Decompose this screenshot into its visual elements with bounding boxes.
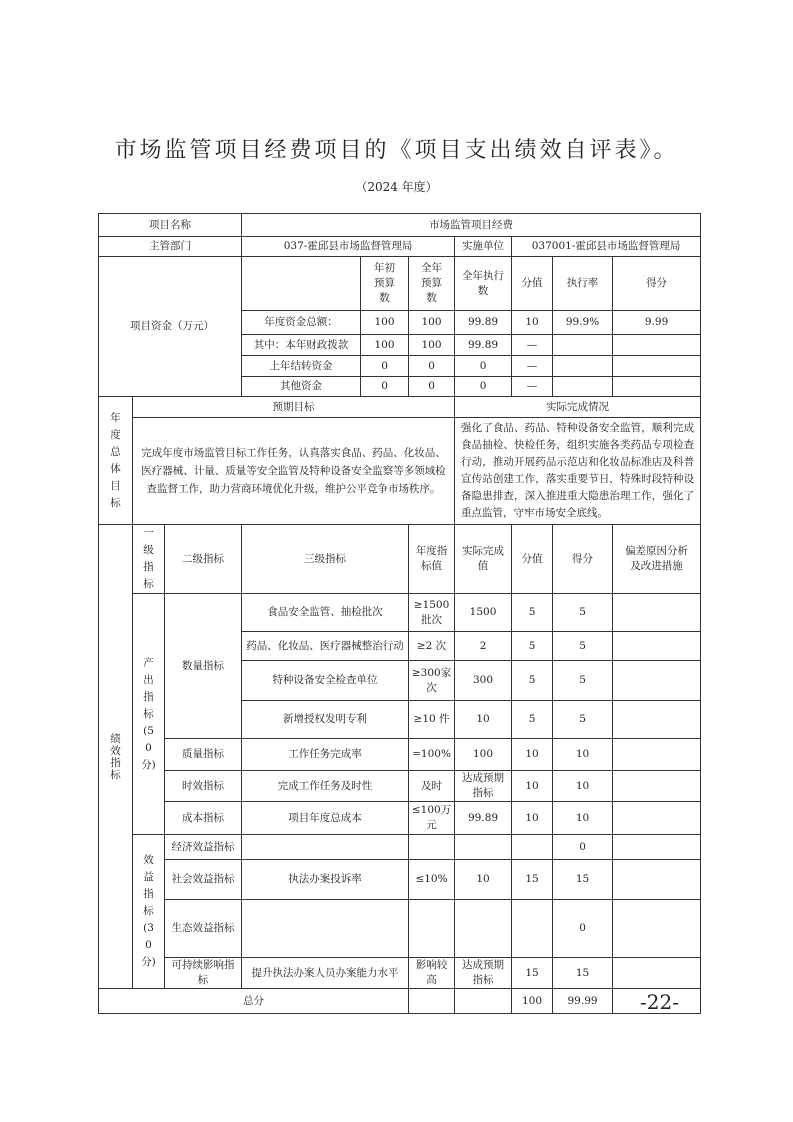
indicator-note xyxy=(613,860,701,900)
funds-row-score xyxy=(613,356,701,377)
indicator-row xyxy=(99,860,701,900)
indicator-value: 5 xyxy=(512,594,553,632)
indicator-row xyxy=(99,900,701,958)
goals-actual-text: 强化了食品、药品、特种设备安全监管，顺利完成食品抽检、快检任务，组织实施各类药品专项检查行动，推动开展药品示范店和化妆品标准店及科普宣传站创建工作，落实重要节日，特殊时段特种设备隐患排查，深入推进重大隐患治理工作，强化了重点监管，守牢市场安全底线。 xyxy=(455,418,701,525)
indicator-target xyxy=(409,900,455,958)
goals-header-row xyxy=(99,397,701,418)
indicator-target: ≥1500批次 xyxy=(409,594,455,632)
header-target: 年度指标值 xyxy=(409,525,455,594)
indicator-l3 xyxy=(242,900,409,958)
header-note: 偏差原因分析及改进措施 xyxy=(613,525,701,594)
indicator-l3: 执法办案投诉率 xyxy=(242,860,409,900)
header-l3: 三级指标 xyxy=(242,525,409,594)
document-year: （2024 年度） xyxy=(355,180,438,194)
indicator-note xyxy=(613,802,701,835)
indicator-score: 15 xyxy=(553,860,613,900)
indicator-actual: 300 xyxy=(455,661,512,701)
indicator-note xyxy=(613,661,701,701)
indicator-l3: 食品安全监管、抽检批次 xyxy=(242,594,409,632)
indicator-score: 10 xyxy=(553,802,613,835)
header-value: 分值 xyxy=(512,525,553,594)
indicator-value: 5 xyxy=(512,661,553,701)
page-number: -22- xyxy=(640,990,679,1014)
indicator-value: 10 xyxy=(512,739,553,771)
funds-row-score xyxy=(613,335,701,356)
indicator-l2: 经济效益指标 xyxy=(165,835,242,860)
funds-row-exec: 99.89 xyxy=(455,311,512,335)
indicator-actual: 100 xyxy=(455,739,512,771)
indicator-value: 10 xyxy=(512,771,553,802)
funds-row-full: 0 xyxy=(409,377,455,397)
funds-row-rate xyxy=(553,377,613,397)
indicator-target: ≥2 次 xyxy=(409,632,455,661)
goals-content-row xyxy=(99,418,701,525)
indicator-l2: 成本指标 xyxy=(165,802,242,835)
document-title: 市场监管项目经费项目的《项目支出绩效自评表》。 xyxy=(114,138,679,163)
funds-header-full: 全年预算数 xyxy=(409,257,455,311)
indicator-note xyxy=(613,958,701,989)
funds-row-init: 100 xyxy=(361,311,409,335)
self-evaluation-table xyxy=(98,213,701,1014)
indicator-score: 5 xyxy=(553,594,613,632)
indicator-score: 15 xyxy=(553,958,613,989)
indicator-value: 5 xyxy=(512,632,553,661)
indicator-row xyxy=(99,739,701,771)
indicator-l3: 工作任务完成率 xyxy=(242,739,409,771)
funds-row-name: 其他资金 xyxy=(242,377,361,397)
project-name-value: 市场监管项目经费 xyxy=(242,214,701,237)
impl-label: 实施单位 xyxy=(455,237,512,257)
indicators-label: 绩效指标 xyxy=(99,525,133,989)
indicator-value: 15 xyxy=(512,860,553,900)
impl-value: 037001-霍邱县市场监督管理局 xyxy=(512,237,701,257)
indicator-target: 及时 xyxy=(409,771,455,802)
indicator-header-row xyxy=(99,525,701,594)
funds-label: 项目资金（万元） xyxy=(99,257,242,397)
funds-row-init: 100 xyxy=(361,335,409,356)
quantity-indicator-label: 数量指标 xyxy=(165,594,242,739)
goals-actual-label: 实际完成情况 xyxy=(455,397,701,418)
goals-expected-text: 完成年度市场监管目标工作任务，认真落实食品、药品、化妆品、医疗器械、计量、质量等安全监管及特种设备安全监察等多领域检查监督工作，助力营商环境优化升级，维护公平竞争市场秩序。 xyxy=(133,418,455,525)
funds-header-value: 分值 xyxy=(512,257,553,311)
indicator-note xyxy=(613,632,701,661)
funds-row-exec: 0 xyxy=(455,356,512,377)
indicator-row xyxy=(99,802,701,835)
funds-header-blank xyxy=(242,257,361,311)
indicator-target: ≤100万元 xyxy=(409,802,455,835)
funds-header-rate: 执行率 xyxy=(553,257,613,311)
indicator-score: 0 xyxy=(553,900,613,958)
indicator-actual: 达成预期指标 xyxy=(455,958,512,989)
indicator-l2: 可持续影响指标 xyxy=(165,958,242,989)
funds-row-init: 0 xyxy=(361,356,409,377)
funds-row-value: 10 xyxy=(512,311,553,335)
indicator-actual xyxy=(455,900,512,958)
indicator-value: 5 xyxy=(512,701,553,739)
header-score: 得分 xyxy=(553,525,613,594)
funds-row-score xyxy=(613,377,701,397)
indicator-actual: 10 xyxy=(455,860,512,900)
indicator-row xyxy=(99,958,701,989)
output-indicator-label: 产出指标(50分) xyxy=(133,594,165,835)
funds-row-name: 上年结转资金 xyxy=(242,356,361,377)
indicator-l3: 特种设备安全检查单位 xyxy=(242,661,409,701)
indicator-actual xyxy=(455,835,512,860)
total-score: 99.99 xyxy=(553,989,613,1014)
benefit-indicator-label: 效益指标(30分) xyxy=(133,835,165,989)
funds-header-row xyxy=(99,257,701,311)
indicator-note xyxy=(613,771,701,802)
total-row xyxy=(99,989,701,1014)
indicator-l2: 社会效益指标 xyxy=(165,860,242,900)
funds-row-score: 9.99 xyxy=(613,311,701,335)
total-target xyxy=(409,989,455,1014)
funds-row-exec: 0 xyxy=(455,377,512,397)
funds-row-name: 年度资金总额： xyxy=(242,311,361,335)
indicator-value xyxy=(512,900,553,958)
header-actual: 实际完成值 xyxy=(455,525,512,594)
indicator-note xyxy=(613,900,701,958)
indicator-target: ≥300家次 xyxy=(409,661,455,701)
indicator-l3: 提升执法办案人员办案能力水平 xyxy=(242,958,409,989)
indicator-row xyxy=(99,771,701,802)
indicator-score: 5 xyxy=(553,661,613,701)
indicator-value: 15 xyxy=(512,958,553,989)
indicator-row xyxy=(99,835,701,860)
indicator-l2: 生态效益指标 xyxy=(165,900,242,958)
indicator-target: =100% xyxy=(409,739,455,771)
indicator-value: 10 xyxy=(512,802,553,835)
indicator-score: 10 xyxy=(553,739,613,771)
indicator-actual: 1500 xyxy=(455,594,512,632)
indicator-target: ≥10 件 xyxy=(409,701,455,739)
indicator-l3: 新增授权发明专利 xyxy=(242,701,409,739)
funds-row-value: — xyxy=(512,335,553,356)
indicator-score: 0 xyxy=(553,835,613,860)
project-name-label: 项目名称 xyxy=(99,214,242,237)
indicator-l2: 时效指标 xyxy=(165,771,242,802)
indicator-row xyxy=(99,594,701,632)
funds-header-score: 得分 xyxy=(613,257,701,311)
indicator-actual: 99.89 xyxy=(455,802,512,835)
indicator-score: 5 xyxy=(553,701,613,739)
indicator-l3 xyxy=(242,835,409,860)
indicator-note xyxy=(613,739,701,771)
indicator-target xyxy=(409,835,455,860)
indicator-l3: 项目年度总成本 xyxy=(242,802,409,835)
funds-header-exec: 全年执行数 xyxy=(455,257,512,311)
funds-row-rate xyxy=(553,356,613,377)
funds-header-init: 年初预算数 xyxy=(361,257,409,311)
funds-row-full: 100 xyxy=(409,311,455,335)
indicator-l2: 质量指标 xyxy=(165,739,242,771)
indicator-score: 10 xyxy=(553,771,613,802)
dept-row xyxy=(99,237,701,257)
indicator-l3: 药品、化妆品、医疗器械整治行动 xyxy=(242,632,409,661)
total-actual xyxy=(455,989,512,1014)
indicator-note xyxy=(613,701,701,739)
header-l2: 二级指标 xyxy=(165,525,242,594)
dept-value: 037-霍邱县市场监督管理局 xyxy=(242,237,455,257)
funds-row-exec: 99.89 xyxy=(455,335,512,356)
indicator-actual: 2 xyxy=(455,632,512,661)
indicator-target: ≤10% xyxy=(409,860,455,900)
funds-row-full: 100 xyxy=(409,335,455,356)
funds-row-name: 其中：本年财政拨款 xyxy=(242,335,361,356)
funds-row-init: 0 xyxy=(361,377,409,397)
indicator-note xyxy=(613,835,701,860)
indicator-value xyxy=(512,835,553,860)
goals-expected-label: 预期目标 xyxy=(133,397,455,418)
funds-row-full: 0 xyxy=(409,356,455,377)
indicator-score: 5 xyxy=(553,632,613,661)
funds-row-rate: 99.9% xyxy=(553,311,613,335)
total-value: 100 xyxy=(512,989,553,1014)
indicator-note xyxy=(613,594,701,632)
project-name-row xyxy=(99,214,701,237)
indicator-actual: 达成预期指标 xyxy=(455,771,512,802)
indicator-actual: 10 xyxy=(455,701,512,739)
funds-row-rate xyxy=(553,335,613,356)
funds-row-value: — xyxy=(512,377,553,397)
indicator-target: 影响较高 xyxy=(409,958,455,989)
total-label: 总分 xyxy=(99,989,409,1014)
funds-row-value: — xyxy=(512,356,553,377)
indicator-l3: 完成工作任务及时性 xyxy=(242,771,409,802)
header-l1: 一级指标 xyxy=(133,525,165,594)
dept-label: 主管部门 xyxy=(99,237,242,257)
goals-label: 年度总体目标 xyxy=(99,397,133,525)
